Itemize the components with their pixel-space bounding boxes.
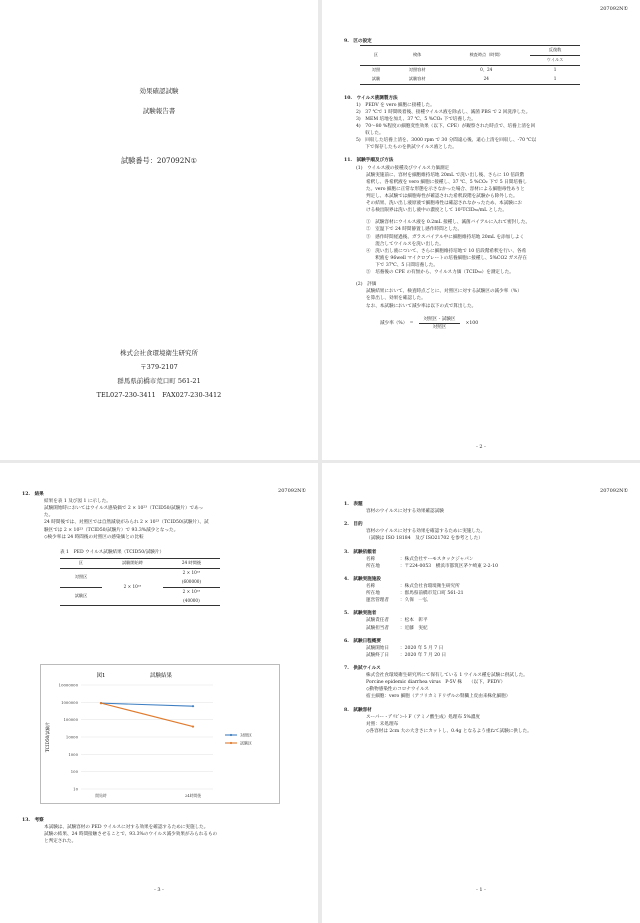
paragraph-line: 希釈し、各希釈液を vero 細胞に接種し、37 ℃、5 %CO₂ 下で 5 日間培養し [366,179,528,185]
zone-cell: 試験 [371,75,381,81]
y-tick-label: 10000000 [58,682,78,688]
zone-cell: 1 [553,75,557,81]
zone-cell: 対照容材 [408,67,426,73]
section-6-heading: 6. 試験日程概要 [344,638,381,644]
page-number: - 2 - [476,444,486,450]
paragraph-line: を算出し、効果を確認した。 [366,296,426,302]
zone-head-time: 検査時点（時間） [469,52,503,58]
results-table [60,558,220,606]
step-line: ④ 洗い出し液について、さらに細胞維持培地で 10 倍段階希釈を行い、各希 [366,248,527,254]
formula-numerator: 対照区 - 試験区 [419,316,459,324]
zone-table [360,45,580,85]
legend-label: 試験区 [240,740,252,746]
formula-right: ×100 [465,320,479,326]
cover-page [0,0,318,460]
paragraph-line: 24 時間後では、対照区では自然減衰がみられ 2 × 10²³（TCID50/試験片）、試 [44,520,209,526]
legend-label: 対照区 [240,732,252,738]
org-tel: TEL027-230-3411 FAX027-230-3412 [96,391,222,399]
field-label: 試験開始日 [366,645,389,651]
results-cell: (600000) [181,578,202,584]
paragraph-line: 判定し、本試験では細胞毒性が確認された希釈段階を試験から除外した。 [366,194,518,200]
field-value: ：株式会社食環境衛生研究所 [400,583,460,589]
paragraph-line: 験区では 2 × 10²³（TCID50/試験片）で 93.3%減少となった。 [44,527,179,533]
paragraph-line: 試験の結果、24 時間接触させることで、93.3%のウイルス減少効果がみられるもの [44,832,218,838]
list-item: 下で保存したものを供試ウイルス液とした。 [356,145,457,151]
section-10-heading: 10. ウイルス液調製方法 [344,95,398,101]
page-3 [0,463,318,923]
section-5-heading: 5. 試験実施者 [344,611,377,617]
page-number: - 1 - [476,887,486,893]
doc-id: 207092N① [600,6,628,12]
paragraph-line: 試験実施前に、容材を細胞維持培地 20mL で洗い出し後、さらに 10 倍段階 [366,172,525,178]
org-address: 群馬県前橋市荒口町 561-21 [117,377,201,385]
doc-id: 207092N① [278,488,306,494]
table-title: 表 1 PED ウイルス試験結果（TCID50/試験片） [60,549,165,555]
field-label: 試験担当者 [366,625,389,631]
page-2 [322,0,640,460]
step-line: ⑤ 培養後の CPE の有無から、ウイルス力価（TCID₅₀）を測定した。 [366,270,514,276]
results-cell: 試験区 [74,593,88,599]
field-label: 名称 [366,556,376,562]
chart-title: 試験結果 [149,673,173,679]
list-item: 2) 37 ℃で 1 時間吸着後、接種ウイルス液を除去し、滅菌 PBS で 2 回洗浄した。 [356,109,531,115]
zone-head-sample: 検体 [412,52,422,58]
paragraph-line: 対照：未処理布 [366,721,399,727]
paragraph-line: ける検出限界は洗い出し液中の濃度として 10²TCID₅₀/mL とした。 [366,208,507,214]
results-cell: 対照区 [74,574,88,580]
field-value: ：2020 年 5 月 7 日 [400,645,444,651]
step-line: 混合してウイルスを洗い出した。 [366,241,444,247]
field-value: ：〒224-0053 横浜市都筑区茅ケ崎東 2-2-10 [400,563,498,569]
step-line: ③ 感作時間経過後、ガラスバイアル中に細胞維持培地 20mL を添加しよく [366,234,525,240]
step-line: ① 試験容材にウイルス液を 0.2mL 接種し、滅菌バイアルに入れて密封した。 [366,220,531,226]
x-tick-label: 開始時 [95,793,107,798]
field-label: 名称 [366,583,376,589]
results-cell: 2 × 10²³ [182,569,201,575]
report-title-2: 試験報告書 [142,107,176,115]
field-label: 試験責任者 [366,618,389,624]
paragraph-line: 結果を表 1 及び図 1 に示した。 [44,499,111,505]
data-point [192,705,194,707]
section-1-heading: 1. 表題 [344,502,363,507]
results-cell: (40000) [183,597,200,603]
section-4-heading: 4. 試験実施施設 [344,576,381,582]
results-head: 区 [78,560,84,566]
step-line: 釈液を 96well マイクロプレートの培養細胞に接種し、5%CO2 ガス存在 [366,255,527,261]
results-cell: 2 × 10²³ [123,583,142,589]
y-tick-label: 1000000 [61,699,78,705]
data-point [100,702,102,704]
chart-y-label: TCID50/試験片 [45,721,50,753]
subsection-heading: (1) ウイルス液の接種及びウイルス力価測定 [356,165,450,171]
paragraph-line: 容材のウイルスに対する効果を確認するために実施した。 [366,529,486,535]
y-tick-label: 1000 [68,751,78,757]
paragraph-line: （試験は ISO 18184 及び ISO21702 を参考とした） [366,536,483,542]
field-value: ：株式会社サーモスタックジャパン [400,556,474,562]
page-number: - 3 - [154,887,164,893]
list-item: 3) MEM 培地を加え、37 ℃、5 %CO₂ 下で培養した。 [356,116,476,122]
field-value: ：群馬県前橋市荒口町 561-21 [400,591,464,597]
formula-left: 減少率（%） = [380,320,414,326]
paragraph-line: Porcine epidemic diarrhea virus P-5V 株 （以下、PEDV） [366,680,506,686]
chart-svg [41,665,279,803]
paragraph-line: ◇動物感染性のコロナウイルス [366,687,429,693]
zone-head-reps: 反復数 [530,46,580,56]
step-line: 下で 37℃、5 日間培養した。 [366,263,438,269]
zone-head-zone: 区 [373,52,379,58]
x-tick-label: 24時間後 [184,793,202,798]
y-tick-label: 100000 [63,717,78,723]
y-tick-label: 10 [73,786,78,792]
formula-denominator: 対照区 [432,324,447,330]
legend-marker [230,742,232,744]
zone-cell: 試験容材 [408,75,426,81]
page-1 [322,463,640,923]
field-value: ：久保 一弘 [400,598,428,604]
field-value: ：松本 彰平 [400,618,428,624]
section-9-heading: 9. 区の設定 [344,39,372,44]
results-chart [40,664,280,804]
zone-head-virus: ウイルス [546,57,564,63]
paragraph-line: ◇各容材は 2cm 大の大きさにカットし、0.4g となるよう重ねて試験に供した。 [366,728,532,734]
field-label: 所在地 [366,591,380,597]
subsection-heading: (2) 評価 [356,282,377,288]
step-line: ② 室温下で 24 時間静置し感作時間とした。 [366,227,463,233]
zone-cell: 0、24 [480,67,493,73]
legend-marker [230,734,232,736]
org-name: 株式会社食環境衛生研究所 [120,349,198,357]
zone-cell: 24 [483,75,489,81]
paragraph-line: と判定された。 [44,839,77,845]
section-7-heading: 7. 供試ウイルス [344,665,381,671]
section-12-heading: 12. 結果 [22,492,44,497]
section-1-body: 容材のウイルスに対する効果確認試験 [366,509,444,515]
paragraph-line: 試験開始時においてはウイルス感染価で 2 × 10²³（TCID50/試験片）であっ [44,506,204,512]
series-line-1 [101,703,193,726]
section-3-heading: 3. 試験依頼者 [344,549,377,555]
test-number: 試験番号：207092N① [120,156,198,165]
chart-figure-label: 図1 [96,673,106,679]
field-label: 運営管理者 [366,598,389,604]
paragraph-line: 試験結果において、検査時点ごとに、対照区に対する試験区の減少率（%） [366,289,522,295]
org-postal: 〒379-2107 [140,363,178,371]
zone-cell: 1 [553,67,557,73]
section-13-heading: 13. 考察 [22,818,44,823]
section-8-heading: 8. 試験容材 [344,707,372,713]
paragraph-line: なお、本試験において減少率は以下の式で算出した。 [366,303,477,309]
paragraph-line: ◇検少率は 24 時間後の対照区の感染価との比較 [44,534,144,540]
data-point [192,725,194,727]
paragraph-line: 株式会社食環境衛生研究所にて保有している 1 ウイルス種を試験に供試した。 [366,673,528,679]
results-cell: 2 × 10²³ [182,588,201,594]
section-2-heading: 2. 目的 [344,522,363,528]
doc-id: 207092N① [600,488,628,494]
paragraph-line: 本試験は、試験容材の PED ウイルスに対する効果を確認するために実施した。 [44,825,209,831]
list-item: 収した。 [356,131,384,137]
results-head: 24 時間後 [181,560,202,566]
list-item: 1) PEDV を vero 細胞に接種した。 [356,102,435,108]
formula [380,316,624,331]
y-tick-label: 10000 [65,734,78,740]
paragraph-line: た。vero 細胞に正常な形態を示さなかった場合、容材による細胞毒性ありと [366,186,525,192]
paragraph-line: 宿主細胞：vero 細胞（アフリカミドリザルの腎臓上皮由来株化細胞） [366,694,511,700]
series-line-0 [101,703,193,706]
zone-cell: 対照 [371,67,381,73]
results-head: 試験開始時 [121,560,143,566]
field-label: 所在地 [366,563,380,569]
paragraph-line: た。 [44,513,54,519]
list-item: 4) 70～80 %程度の細胞変性効果（以下、CPE）が観察された時点で、培養上清を回 [356,124,536,130]
field-value: ：2020 年 7 月 20 日 [400,652,447,658]
paragraph-line: その結果、洗い出し液原液で細胞毒性は確認されなかったため、本試験にお [366,201,523,207]
y-tick-label: 100 [70,769,78,775]
paragraph-line: スーパー・ﾌﾟﾘﾋﾞﾝｰﾄ F（アミノ酸生成）処理布 5%濃度 [366,714,481,720]
report-title-1: 効果確認試験 [139,87,179,95]
field-value: ：近藤 実紀 [400,625,428,631]
section-11-heading: 11. 試験手順及び方法 [344,158,394,164]
field-label: 試験終了日 [366,652,389,658]
list-item: 5) 回収した培養上清を、3000 rpm で 30 分間遠心後、遠心上清を回収し、-70 ℃以 [356,138,537,144]
